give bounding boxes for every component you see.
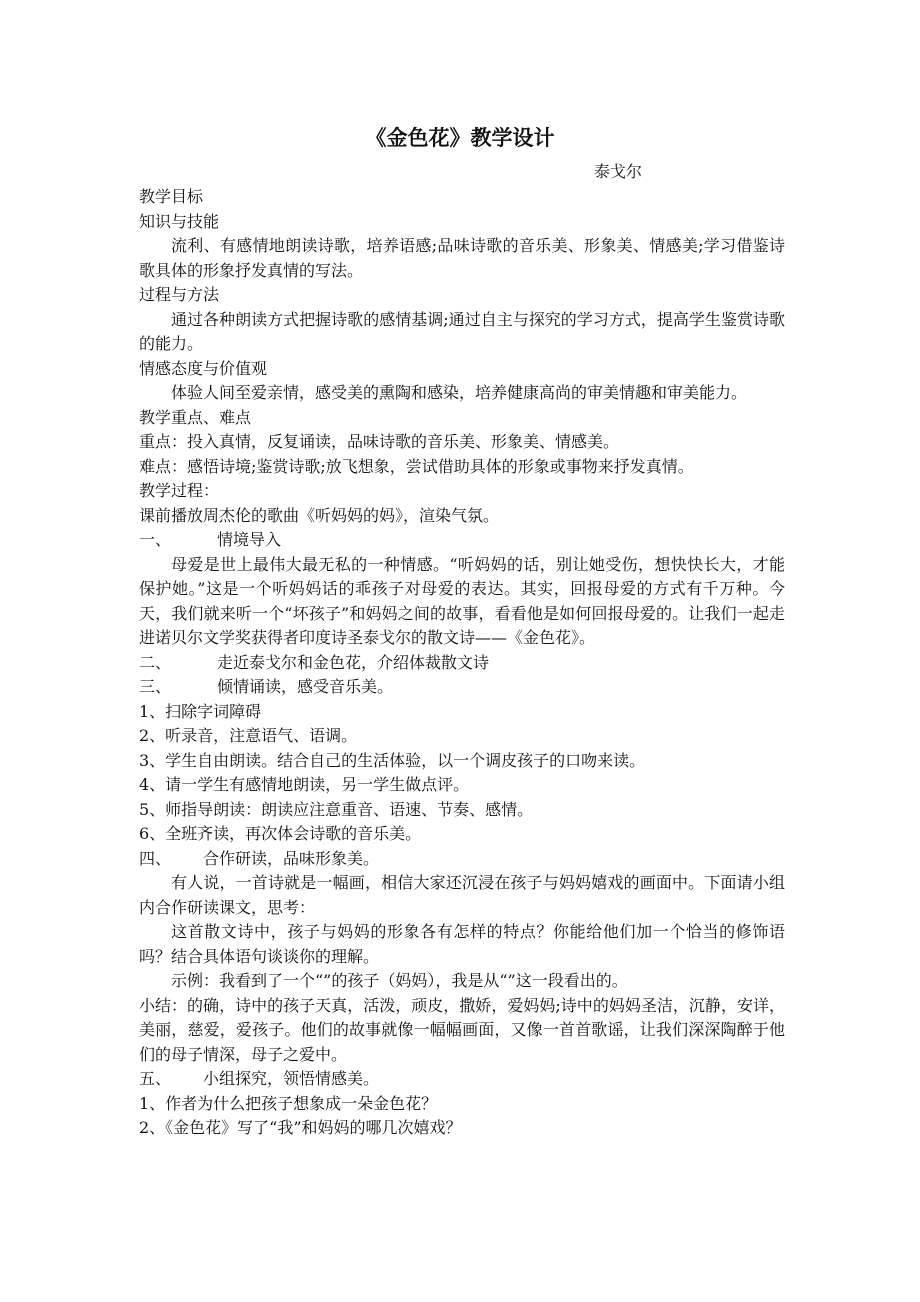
section-heading-3 <box>139 675 785 700</box>
section-heading-4 <box>139 847 785 872</box>
section-heading-5 <box>139 1067 785 1092</box>
section-title: 倾情诵读，感受音乐美。 <box>217 677 394 696</box>
section-number: 一、 <box>139 530 172 549</box>
list-item: 6、全班齐读，再次体会诗歌的音乐美。 <box>139 824 422 843</box>
paragraph-summary: 小结：的确，诗中的孩子天真，活泼，顽皮，撒娇，爱妈妈;诗中的妈妈圣洁，沉静，安详，美丽，慈爱，爱孩子。他们的故事就像一幅幅画面，又像一首首歌谣，让我们深深陶醉于他们的母子情深，母子之爱中。 <box>139 995 785 1064</box>
paragraph-pre-class: 课前播放周杰伦的歌曲《听妈妈的妈》，渲染气氛。 <box>139 505 500 525</box>
paragraph-question: 这首散文诗中，孩子与妈妈的形象各有怎样的特点？你能给他们加一个恰当的修饰语吗？结合具体语句谈谈你的理解。 <box>139 922 785 966</box>
document-title: 《金色花》教学设计 <box>365 125 555 150</box>
section-number: 三、 <box>139 677 172 696</box>
section-number: 二、 <box>139 652 172 672</box>
paragraph-key-point: 重点：投入真情，反复诵读，品味诗歌的音乐美、形象美、情感美。 <box>139 432 620 451</box>
section-title: 小组探究，领悟情感美。 <box>203 1069 380 1088</box>
paragraph-example: 示例：我看到了一个“”的孩子（妈妈），我是从“”这一段看出的。 <box>171 971 628 990</box>
paragraph-process-method: 通过各种朗读方式把握诗歌的感情基调;通过自主与探究的学习方式，提高学生鉴赏诗歌的能力。 <box>139 309 785 353</box>
paragraph-introduction: 母爱是世上最伟大最无私的一种情感。“听妈妈的话，别让她受伤，想快快长大，才能保护她。”这是一个听妈妈话的乖孩子对母爱的表达。其实，回报母爱的方式有千万种。今天，我们就来听一个“坏孩子”和妈妈之间的故事，看看他是如何回报母爱的。让我们一起走进诺贝尔文学奖获得者印度诗圣泰戈尔的散文诗——《金色花》。 <box>139 554 785 647</box>
document-body <box>139 185 785 1141</box>
heading-process-method: 过程与方法 <box>139 285 220 304</box>
paragraph-difficulty: 难点：感悟诗境;鉴赏诗歌;放飞想象，尝试借助具体的形象或事物来抒发真情。 <box>139 456 694 476</box>
heading-key-points: 教学重点、难点 <box>139 407 252 427</box>
heading-emotion-values: 情感态度与价值观 <box>139 358 268 378</box>
list-item: 3、学生自由朗读。结合自己的生活体验，以一个调皮孩子的口吻来读。 <box>139 750 646 770</box>
section-title: 走近泰戈尔和金色花，介绍体裁散文诗 <box>217 652 490 672</box>
list-item: 2、《金色花》写了“我”和妈妈的哪几次嬉戏？ <box>139 1118 462 1137</box>
section-number: 五、 <box>139 1069 172 1088</box>
list-item: 5、师指导朗读：朗读应注意重音、语速、节奏、感情。 <box>139 799 534 819</box>
heading-knowledge-skills: 知识与技能 <box>139 211 220 231</box>
paragraph-emotion-values: 体验人间至爱亲情，感受美的熏陶和感染，培养健康高尚的审美情趣和审美能力。 <box>171 383 748 402</box>
list-item: 2、听录音，注意语气、语调。 <box>139 726 358 745</box>
list-item: 1、扫除字词障碍 <box>139 701 262 721</box>
paragraph-group-study: 有人说，一首诗就是一幅画，相信大家还沉浸在孩子与妈妈嬉戏的画面中。下面请小组内合作研读课文，思考： <box>139 873 785 917</box>
document-author: 泰戈尔 <box>594 162 643 181</box>
heading-teaching-process: 教学过程： <box>139 481 220 500</box>
heading-objectives: 教学目标 <box>139 187 204 206</box>
list-item: 1、作者为什么把孩子想象成一朵金色花？ <box>139 1093 438 1113</box>
section-heading-1 <box>139 528 785 553</box>
section-number: 四、 <box>139 848 172 868</box>
list-item: 4、请一学生有感情地朗读，另一学生做点评。 <box>139 775 470 794</box>
paragraph-knowledge-skills: 流利、有感情地朗读诗歌，培养语感;品味诗歌的音乐美、形象美、情感美;学习借鉴诗歌具体的形象抒发真情的写法。 <box>139 236 785 280</box>
section-heading-2 <box>139 651 785 676</box>
section-title: 合作研读，品味形象美。 <box>203 848 380 868</box>
section-title: 情境导入 <box>217 530 282 549</box>
